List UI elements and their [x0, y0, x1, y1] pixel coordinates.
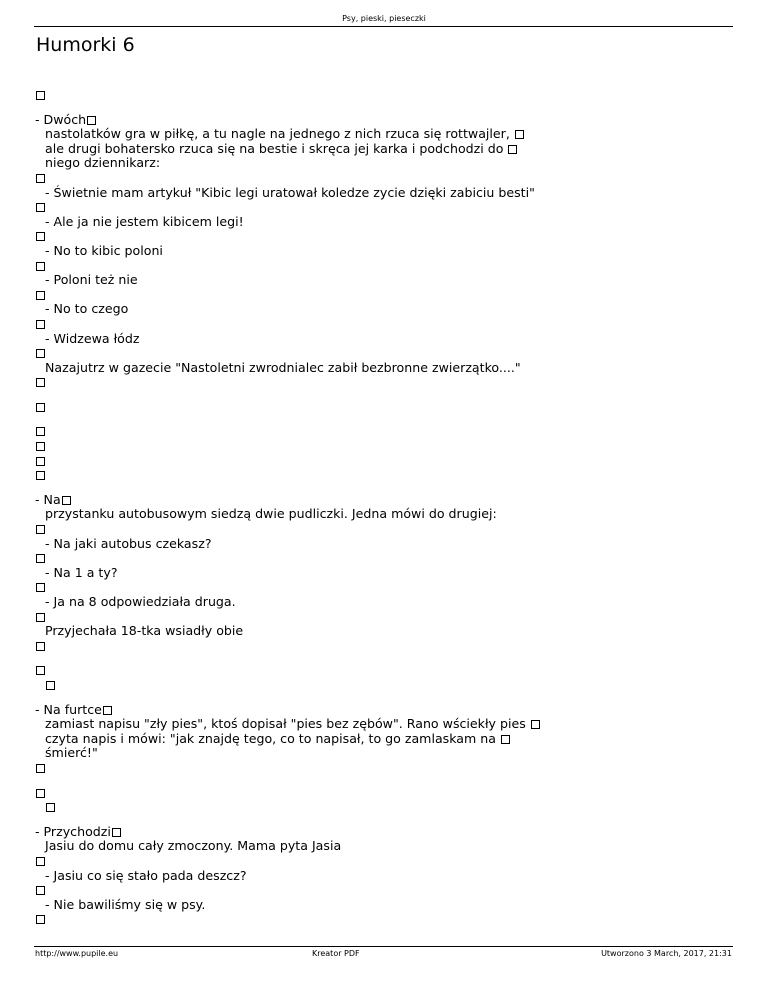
joke-line: - Na furtce [35, 701, 102, 717]
missing-glyph-box [36, 857, 45, 866]
missing-glyph-box [36, 442, 45, 451]
missing-glyph-box [87, 116, 96, 125]
missing-glyph-box [36, 554, 45, 563]
missing-glyph-box [36, 232, 45, 241]
document-body [35, 88, 735, 927]
joke-line: Jasiu do domu cały zmoczony. Mama pyta Jasia [45, 838, 342, 854]
missing-glyph-box [36, 403, 45, 412]
missing-glyph-box [36, 378, 45, 387]
page-header: Psy, pieski, pieseczki [342, 14, 426, 23]
joke-line: - Świetnie mam artykuł "Kibic legi uratował koledze zycie dzięki zabiciu besti" [45, 184, 535, 200]
joke-line: - Poloni też nie [45, 272, 138, 288]
joke-line: - Widzewa łódz [45, 330, 140, 346]
missing-glyph-box [36, 915, 45, 924]
missing-glyph-box [36, 613, 45, 622]
missing-glyph-box [508, 145, 517, 154]
joke-line: - Ale ja nie jestem kibicem legi! [45, 213, 244, 229]
footer-generator: Kreator PDF [312, 949, 360, 958]
joke-line: śmierć!" [45, 745, 98, 761]
missing-glyph-box [36, 789, 45, 798]
joke-line: przystanku autobusowym siedzą dwie pudliczki. Jedna mówi do drugiej: [45, 506, 497, 522]
missing-glyph-box [103, 706, 112, 715]
missing-glyph-box [112, 828, 121, 837]
missing-glyph-box [36, 320, 45, 329]
joke-line: - Ja na 8 odpowiedziała druga. [45, 594, 236, 609]
joke-line: - No to kibic poloni [45, 242, 163, 258]
missing-glyph-box [36, 666, 45, 675]
footer-url[interactable]: http://www.pupile.eu [35, 949, 119, 958]
missing-glyph-box [36, 291, 45, 300]
missing-glyph-box [46, 803, 55, 812]
joke-line: - Na [35, 491, 61, 507]
missing-glyph-box [515, 130, 524, 139]
footer-rule [34, 946, 733, 947]
joke-line: - Na 1 a ty? [45, 564, 118, 580]
missing-glyph-box [36, 174, 45, 183]
missing-glyph-box [36, 764, 45, 773]
missing-glyph-box [36, 349, 45, 358]
missing-glyph-box [36, 471, 45, 480]
joke-line: Przyjechała 18-tka wsiadły obie [45, 623, 244, 639]
missing-glyph-box [62, 496, 71, 505]
joke-line: - Nie bawiliśmy się w psy. [45, 896, 206, 912]
page-title: Humorki 6 [36, 34, 135, 56]
missing-glyph-box [501, 735, 510, 744]
missing-glyph-box [36, 262, 45, 271]
missing-glyph-box [36, 457, 45, 466]
joke-line: - Na jaki autobus czekasz? [45, 535, 212, 551]
joke-line: - Jasiu co się stało pada deszcz? [45, 867, 247, 883]
missing-glyph-box [46, 681, 55, 690]
missing-glyph-box [36, 427, 45, 436]
joke-line: ale drugi bohatersko rzuca się na bestie i skręca jej karka i podchodzi do [45, 140, 504, 156]
joke-line: - No to czego [45, 301, 129, 317]
missing-glyph-box [36, 583, 45, 592]
joke-line: - Przychodzi [35, 823, 111, 839]
missing-glyph-box [36, 203, 45, 212]
footer-created-date: Utworzono 3 March, 2017, 21:31 [601, 949, 732, 958]
missing-glyph-box [36, 642, 45, 651]
joke-line: Nazajutrz w gazecie "Nastoletni zwrodnialec zabił bezbronne zwierzątko...." [45, 359, 521, 375]
missing-glyph-box [36, 525, 45, 534]
missing-glyph-box [36, 886, 45, 895]
joke-line: niego dziennikarz: [45, 155, 161, 171]
missing-glyph-box [36, 91, 45, 100]
joke-line: czyta napis i mówi: "jak znajdę tego, co to napisał, to go zamlaskam na [45, 730, 496, 746]
joke-line: zamiast napisu "zły pies", ktoś dopisał "pies bez zębów". Rano wściekły pies [45, 716, 526, 732]
missing-glyph-box [531, 720, 540, 729]
joke-line: nastolatków gra w piłkę, a tu nagle na jednego z nich rzuca się rottwajler, [45, 126, 510, 142]
header-rule [34, 26, 733, 27]
joke-line: - Dwóch [35, 111, 87, 127]
